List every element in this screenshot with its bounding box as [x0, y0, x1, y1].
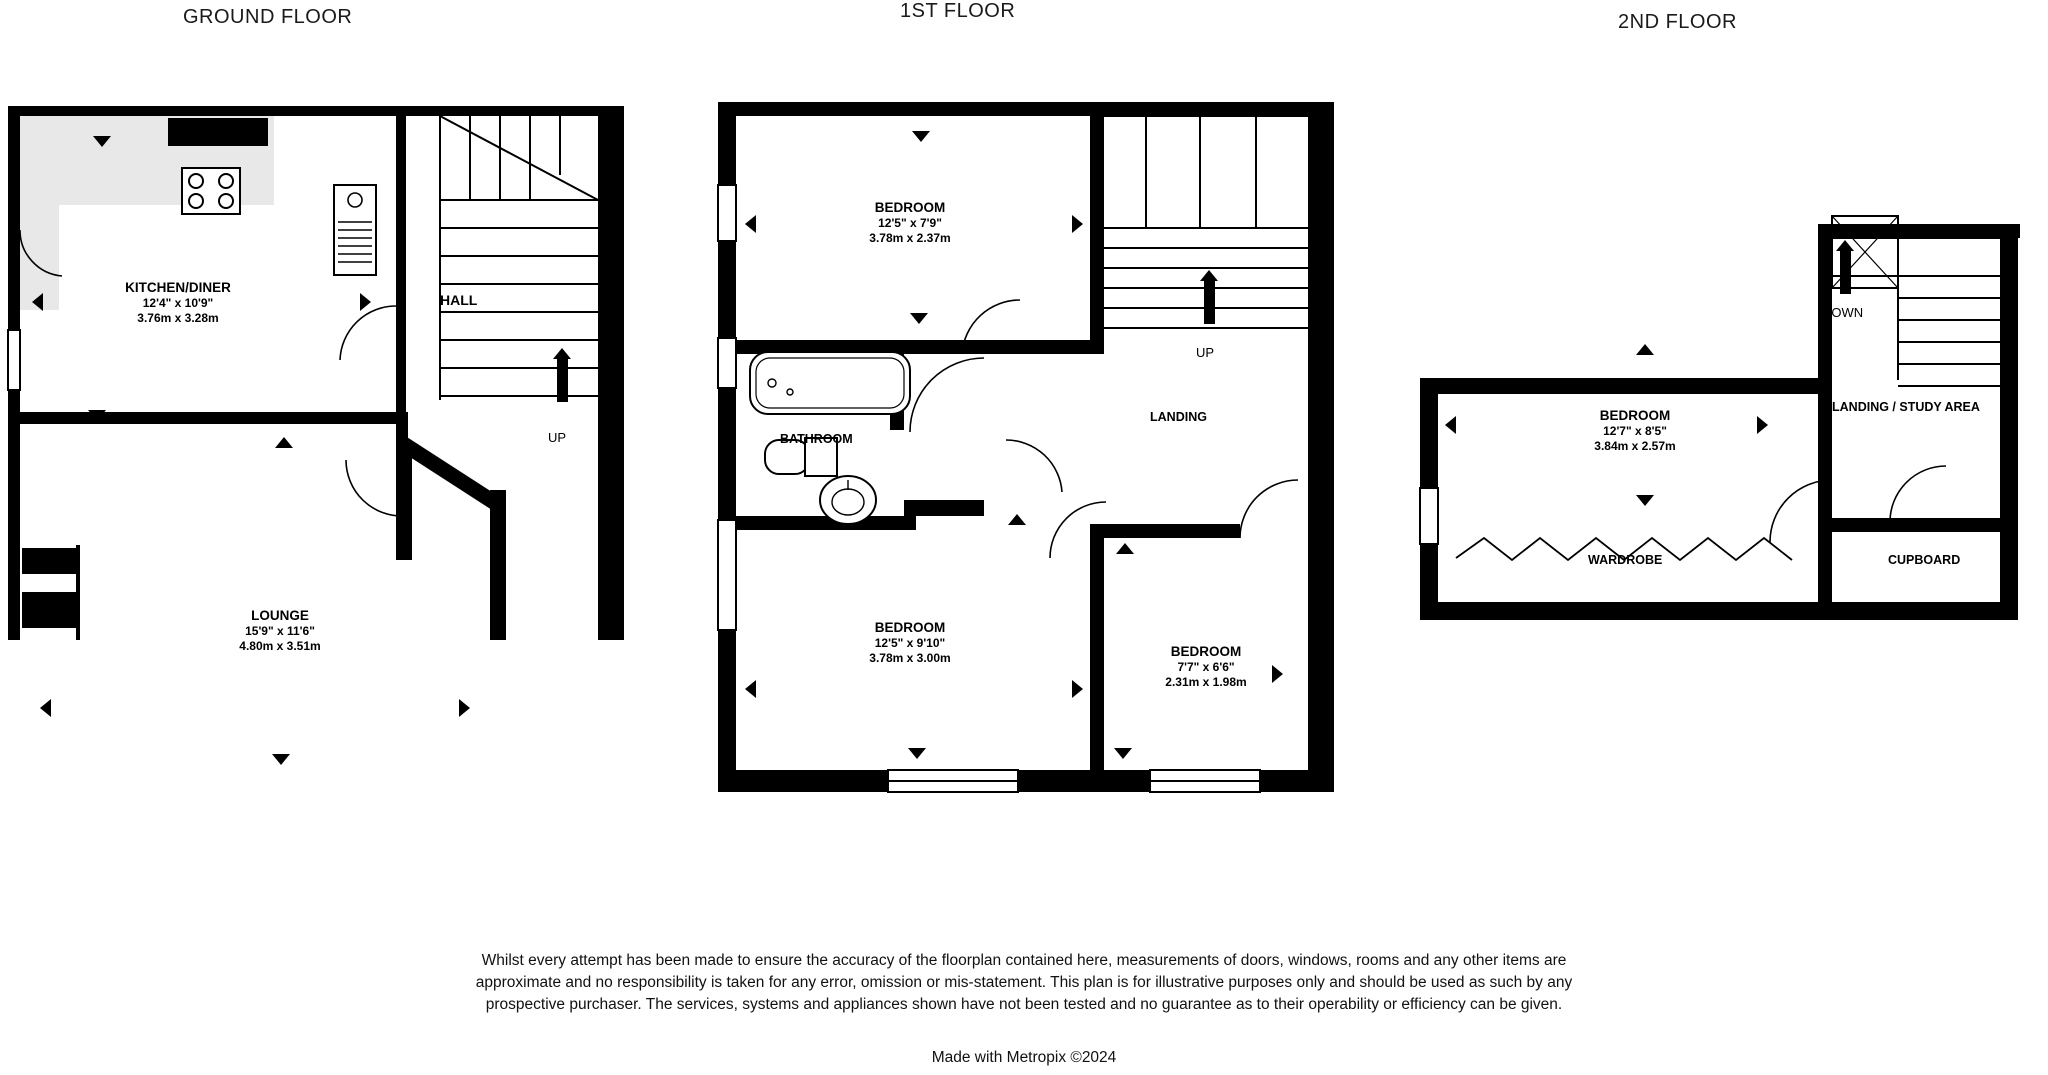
arrow-bed1-east	[1072, 215, 1083, 233]
room-label-hall: HALL	[440, 292, 478, 308]
room-label-cupboard: CUPBOARD	[1888, 553, 1961, 567]
arrow-lounge-south	[272, 754, 290, 765]
room-label-bathroom: BATHROOM	[780, 432, 853, 446]
floor-title-second: 2ND FLOOR	[1618, 11, 1737, 33]
arrow-hall-east	[360, 293, 371, 311]
arrow-landing-door	[1008, 514, 1026, 525]
arrow-bed2-east	[1072, 680, 1083, 698]
room-label-bedroom-1	[820, 200, 1000, 246]
room-metric-kitchen: 3.76m x 3.28m	[137, 311, 219, 326]
room-metric-bedroom-2: 3.78m x 3.00m	[869, 651, 951, 666]
stair-direction-shaft-second	[1840, 250, 1851, 294]
arrow-lounge-north	[275, 437, 293, 448]
floor-title-ground: GROUND FLOOR	[183, 6, 353, 28]
floor-title-first: 1ST FLOOR	[900, 0, 1016, 22]
room-imperial-kitchen: 12'4" x 10'9"	[142, 296, 214, 311]
arrow-bed4-west	[1445, 416, 1456, 434]
arrow-bathroom-door	[910, 313, 928, 324]
room-name-lounge: LOUNGE	[251, 608, 309, 623]
arrow-kitchen-west	[32, 293, 43, 311]
arrow-hall-lounge	[88, 410, 106, 421]
stair-direction-arrow-second	[1836, 240, 1854, 251]
stair-direction-shaft-first	[1204, 280, 1215, 324]
room-imperial-bedroom-3: 7'7" x 6'6"	[1177, 660, 1235, 675]
arrow-bed2-west	[745, 680, 756, 698]
disclaimer-text: Whilst every attempt has been made to ensure the accuracy of the floorplan contained here, measurements of doors, windows, rooms and any other items are approximate and no responsibility is taken for any error, omission or mis-statement. This plan is for illustrative purposes only and should be used as such by any prospective purchaser. The services, systems and appliances shown have not been tested and no guarantee as to their operability or efficiency can be given.	[475, 952, 1573, 1013]
stair-label-first: UP	[1196, 345, 1215, 360]
room-label-bedroom-3	[1116, 644, 1296, 690]
arrow-bed3-south	[1114, 748, 1132, 759]
room-metric-bedroom-4: 3.84m x 2.57m	[1594, 439, 1676, 454]
room-metric-bedroom-3: 2.31m x 1.98m	[1165, 675, 1247, 690]
room-label-landing-study: LANDING / STUDY AREA	[1832, 400, 1980, 414]
arrow-wardrobe	[1636, 495, 1654, 506]
arrow-lounge-west	[40, 699, 51, 717]
room-label-landing: LANDING	[1150, 410, 1207, 424]
room-imperial-bedroom-1: 12'5" x 7'9"	[878, 216, 942, 231]
arrow-kitchen-north	[93, 136, 111, 147]
stair-direction-shaft	[557, 358, 568, 402]
room-label-bedroom-4	[1530, 408, 1740, 454]
room-name-bedroom-3: BEDROOM	[1170, 644, 1242, 659]
stair-label-ground: UP	[548, 430, 567, 445]
room-name-kitchen: KITCHEN/DINER	[125, 280, 231, 295]
metropix-credit: Made with Metropix ©2024	[931, 1049, 1117, 1066]
room-label-bedroom-2	[820, 620, 1000, 666]
room-metric-bedroom-1: 3.78m x 2.37m	[869, 231, 951, 246]
arrow-bed4-north	[1636, 344, 1654, 355]
room-imperial-bedroom-2: 12'5" x 9'10"	[874, 636, 946, 651]
arrow-bed2-south	[908, 748, 926, 759]
arrow-bed3-door	[1116, 543, 1134, 554]
ground-floor-plan	[0, 0, 640, 654]
room-imperial-bedroom-4: 12'7" x 8'5"	[1603, 424, 1667, 439]
arrow-bed1-north	[912, 131, 930, 142]
stair-direction-arrow-first	[1200, 270, 1218, 281]
room-label-lounge	[170, 608, 390, 654]
room-name-bedroom-1: BEDROOM	[874, 200, 946, 215]
room-metric-lounge: 4.80m x 3.51m	[239, 639, 321, 654]
room-label-kitchen	[58, 280, 298, 326]
room-label-wardrobe: WARDROBE	[1588, 553, 1663, 567]
arrow-bed1-west	[745, 215, 756, 233]
stair-label-second: DOWN	[1822, 305, 1864, 320]
arrow-bed4-east	[1757, 416, 1768, 434]
room-imperial-lounge: 15'9" x 11'6"	[245, 624, 315, 639]
first-floor-plan	[710, 0, 1350, 800]
second-floor-plan	[1400, 150, 2020, 670]
room-name-bedroom-2: BEDROOM	[874, 620, 946, 635]
arrow-lounge-east	[459, 699, 470, 717]
room-name-bedroom-4: BEDROOM	[1599, 408, 1671, 423]
stair-direction-arrow	[553, 348, 571, 359]
